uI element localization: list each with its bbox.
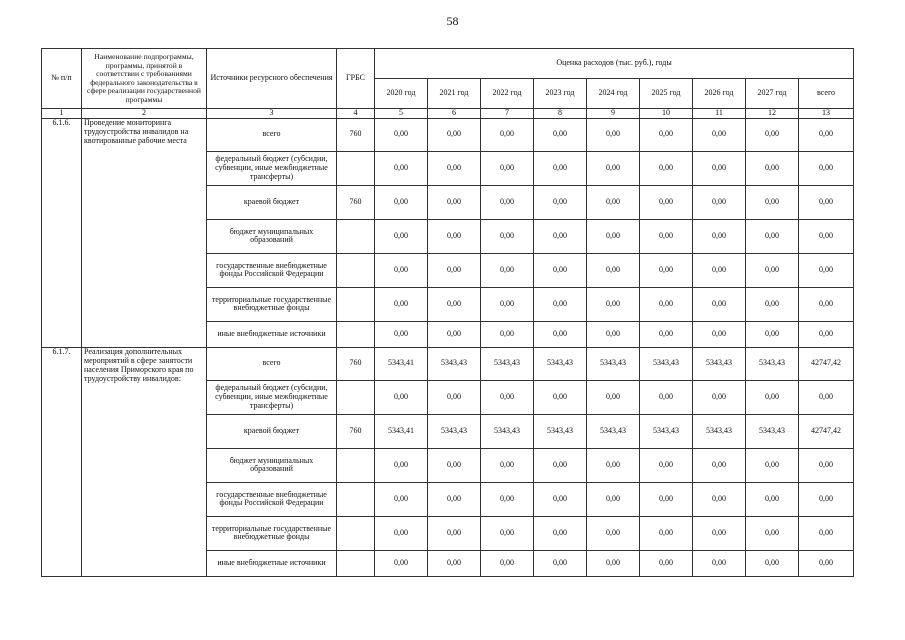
measure-name: Проведение мониторинга трудоустройства инвалидов на квотированные рабочие места <box>82 118 207 347</box>
value-cell: 0,00 <box>640 380 693 414</box>
value-cell: 0,00 <box>799 253 854 287</box>
grbs-code: 760 <box>337 185 375 219</box>
value-cell: 0,00 <box>587 118 640 151</box>
value-cell: 0,00 <box>428 321 481 347</box>
funding-source: территориальные государственные внебюджетные фонды <box>207 516 337 550</box>
value-cell: 0,00 <box>428 448 481 482</box>
index-cell: 9 <box>587 109 640 119</box>
grbs-code <box>337 550 375 576</box>
value-cell: 0,00 <box>746 118 799 151</box>
value-cell: 0,00 <box>693 185 746 219</box>
value-cell: 0,00 <box>534 380 587 414</box>
value-cell: 0,00 <box>375 253 428 287</box>
value-cell: 0,00 <box>746 321 799 347</box>
funding-source: иные внебюджетные источники <box>207 321 337 347</box>
value-cell: 0,00 <box>481 448 534 482</box>
value-cell: 5343,43 <box>428 347 481 380</box>
value-cell: 0,00 <box>799 321 854 347</box>
index-cell: 13 <box>799 109 854 119</box>
value-cell: 0,00 <box>640 448 693 482</box>
funding-source: территориальные государственные внебюджетные фонды <box>207 287 337 321</box>
table-row <box>42 347 854 380</box>
grbs-code <box>337 287 375 321</box>
page-number: 58 <box>446 14 459 28</box>
value-cell: 0,00 <box>428 185 481 219</box>
value-cell: 0,00 <box>534 118 587 151</box>
value-cell: 5343,43 <box>640 347 693 380</box>
value-cell: 0,00 <box>640 550 693 576</box>
funding-source: всего <box>207 118 337 151</box>
value-cell: 0,00 <box>587 151 640 185</box>
value-cell: 0,00 <box>693 550 746 576</box>
funding-source: федеральный бюджет (субсидии, субвенции, иные межбюджетные трансферты) <box>207 380 337 414</box>
value-cell: 0,00 <box>534 516 587 550</box>
value-cell: 42747,42 <box>799 347 854 380</box>
value-cell: 0,00 <box>640 219 693 253</box>
value-cell: 0,00 <box>428 118 481 151</box>
value-cell: 0,00 <box>481 321 534 347</box>
value-cell: 0,00 <box>693 287 746 321</box>
value-cell: 5343,43 <box>587 414 640 448</box>
value-cell: 0,00 <box>587 287 640 321</box>
value-cell: 0,00 <box>375 185 428 219</box>
header-grbs: ГРБС <box>337 49 375 109</box>
funding-source: бюджет муниципальных образований <box>207 448 337 482</box>
value-cell: 0,00 <box>693 482 746 516</box>
row-number: 6.1.6. <box>42 118 82 347</box>
value-cell: 0,00 <box>481 151 534 185</box>
row-number: 6.1.7. <box>42 347 82 576</box>
value-cell: 0,00 <box>375 118 428 151</box>
value-cell: 0,00 <box>375 321 428 347</box>
value-cell: 0,00 <box>534 321 587 347</box>
value-cell: 0,00 <box>375 380 428 414</box>
header-year: 2020 год <box>375 79 428 109</box>
value-cell: 0,00 <box>693 516 746 550</box>
index-cell: 8 <box>534 109 587 119</box>
value-cell: 0,00 <box>534 550 587 576</box>
value-cell: 0,00 <box>799 185 854 219</box>
value-cell: 0,00 <box>587 185 640 219</box>
value-cell: 0,00 <box>587 219 640 253</box>
value-cell: 0,00 <box>587 380 640 414</box>
value-cell: 0,00 <box>375 516 428 550</box>
value-cell: 0,00 <box>375 448 428 482</box>
value-cell: 0,00 <box>693 151 746 185</box>
value-cell: 0,00 <box>799 550 854 576</box>
value-cell: 0,00 <box>534 448 587 482</box>
value-cell: 0,00 <box>799 151 854 185</box>
value-cell: 0,00 <box>481 287 534 321</box>
value-cell: 0,00 <box>587 253 640 287</box>
index-cell: 5 <box>375 109 428 119</box>
value-cell: 0,00 <box>640 482 693 516</box>
grbs-code <box>337 516 375 550</box>
index-cell: 3 <box>207 109 337 119</box>
value-cell: 5343,43 <box>428 414 481 448</box>
value-cell: 5343,43 <box>534 347 587 380</box>
header-year: 2023 год <box>534 79 587 109</box>
grbs-code <box>337 321 375 347</box>
funding-source: краевой бюджет <box>207 185 337 219</box>
value-cell: 0,00 <box>534 185 587 219</box>
value-cell: 0,00 <box>587 516 640 550</box>
value-cell: 0,00 <box>481 185 534 219</box>
value-cell: 0,00 <box>746 550 799 576</box>
value-cell: 0,00 <box>693 380 746 414</box>
header-year: 2026 год <box>693 79 746 109</box>
index-cell: 7 <box>481 109 534 119</box>
value-cell: 0,00 <box>587 448 640 482</box>
value-cell: 5343,43 <box>746 347 799 380</box>
value-cell: 0,00 <box>375 550 428 576</box>
table-row <box>42 118 854 151</box>
value-cell: 0,00 <box>428 253 481 287</box>
funding-source: государственные внебюджетные фонды Российской Федерации <box>207 482 337 516</box>
header-sources: Источники ресурсного обеспечения <box>207 49 337 109</box>
value-cell: 0,00 <box>640 151 693 185</box>
header-year: всего <box>799 79 854 109</box>
index-cell: 12 <box>746 109 799 119</box>
value-cell: 0,00 <box>375 287 428 321</box>
value-cell: 0,00 <box>746 516 799 550</box>
index-cell: 6 <box>428 109 481 119</box>
grbs-code <box>337 219 375 253</box>
value-cell: 0,00 <box>746 185 799 219</box>
value-cell: 0,00 <box>428 482 481 516</box>
value-cell: 0,00 <box>428 151 481 185</box>
value-cell: 0,00 <box>375 151 428 185</box>
value-cell: 0,00 <box>799 448 854 482</box>
value-cell: 0,00 <box>799 118 854 151</box>
value-cell: 0,00 <box>587 550 640 576</box>
value-cell: 5343,41 <box>375 414 428 448</box>
value-cell: 0,00 <box>640 253 693 287</box>
value-cell: 0,00 <box>640 287 693 321</box>
value-cell: 0,00 <box>640 516 693 550</box>
value-cell: 42747,42 <box>799 414 854 448</box>
index-cell: 1 <box>42 109 82 119</box>
value-cell: 0,00 <box>640 321 693 347</box>
value-cell: 0,00 <box>481 550 534 576</box>
header-year: 2025 год <box>640 79 693 109</box>
grbs-code <box>337 253 375 287</box>
value-cell: 0,00 <box>534 151 587 185</box>
funding-source: государственные внебюджетные фонды Российской Федерации <box>207 253 337 287</box>
funding-source: бюджет муниципальных образований <box>207 219 337 253</box>
index-cell: 4 <box>337 109 375 119</box>
grbs-code <box>337 482 375 516</box>
value-cell: 0,00 <box>481 219 534 253</box>
header-year: 2027 год <box>746 79 799 109</box>
value-cell: 0,00 <box>428 219 481 253</box>
grbs-code: 760 <box>337 347 375 380</box>
value-cell: 0,00 <box>481 253 534 287</box>
value-cell: 0,00 <box>481 516 534 550</box>
value-cell: 0,00 <box>534 253 587 287</box>
value-cell: 5343,43 <box>587 347 640 380</box>
value-cell: 5343,43 <box>693 347 746 380</box>
value-cell: 5343,43 <box>693 414 746 448</box>
value-cell: 0,00 <box>746 253 799 287</box>
value-cell: 0,00 <box>693 321 746 347</box>
funding-source: федеральный бюджет (субсидии, субвенции, иные межбюджетные трансферты) <box>207 151 337 185</box>
index-cell: 11 <box>693 109 746 119</box>
grbs-code <box>337 151 375 185</box>
value-cell: 5343,43 <box>481 347 534 380</box>
value-cell: 0,00 <box>746 482 799 516</box>
value-cell: 0,00 <box>640 185 693 219</box>
value-cell: 0,00 <box>799 219 854 253</box>
value-cell: 0,00 <box>746 287 799 321</box>
value-cell: 0,00 <box>481 380 534 414</box>
value-cell: 0,00 <box>428 287 481 321</box>
value-cell: 0,00 <box>746 448 799 482</box>
value-cell: 0,00 <box>799 516 854 550</box>
value-cell: 5343,43 <box>534 414 587 448</box>
value-cell: 5343,43 <box>481 414 534 448</box>
grbs-code <box>337 380 375 414</box>
value-cell: 0,00 <box>799 287 854 321</box>
value-cell: 0,00 <box>799 380 854 414</box>
value-cell: 0,00 <box>693 448 746 482</box>
header-year: 2024 год <box>587 79 640 109</box>
value-cell: 0,00 <box>799 482 854 516</box>
value-cell: 0,00 <box>481 118 534 151</box>
value-cell: 0,00 <box>693 253 746 287</box>
value-cell: 0,00 <box>534 482 587 516</box>
funding-source: всего <box>207 347 337 380</box>
header-year: 2022 год <box>481 79 534 109</box>
value-cell: 5343,41 <box>375 347 428 380</box>
value-cell: 0,00 <box>693 118 746 151</box>
value-cell: 0,00 <box>375 482 428 516</box>
value-cell: 0,00 <box>746 151 799 185</box>
value-cell: 0,00 <box>375 219 428 253</box>
value-cell: 5343,43 <box>640 414 693 448</box>
value-cell: 0,00 <box>534 287 587 321</box>
value-cell: 0,00 <box>428 516 481 550</box>
header-estimate: Оценка расходов (тыс. руб.), годы <box>375 49 854 79</box>
grbs-code <box>337 448 375 482</box>
budget-table <box>41 48 854 577</box>
index-cell: 2 <box>82 109 207 119</box>
index-cell: 10 <box>640 109 693 119</box>
header-year: 2021 год <box>428 79 481 109</box>
header-no: № п/п <box>42 49 82 109</box>
header-name: Наименование подпрограммы, программы, принятой в соответствии с требованиями федерального законодательства в сфере реализации государственной программы <box>82 49 207 109</box>
value-cell: 0,00 <box>428 380 481 414</box>
funding-source: краевой бюджет <box>207 414 337 448</box>
value-cell: 0,00 <box>428 550 481 576</box>
value-cell: 5343,43 <box>746 414 799 448</box>
value-cell: 0,00 <box>587 482 640 516</box>
value-cell: 0,00 <box>640 118 693 151</box>
value-cell: 0,00 <box>481 482 534 516</box>
value-cell: 0,00 <box>746 380 799 414</box>
value-cell: 0,00 <box>534 219 587 253</box>
grbs-code: 760 <box>337 414 375 448</box>
value-cell: 0,00 <box>746 219 799 253</box>
value-cell: 0,00 <box>587 321 640 347</box>
funding-source: иные внебюджетные источники <box>207 550 337 576</box>
grbs-code: 760 <box>337 118 375 151</box>
value-cell: 0,00 <box>693 219 746 253</box>
measure-name: Реализация дополнительных мероприятий в сфере занятости населения Приморского края по трудоустройству инвалидов: <box>82 347 207 576</box>
